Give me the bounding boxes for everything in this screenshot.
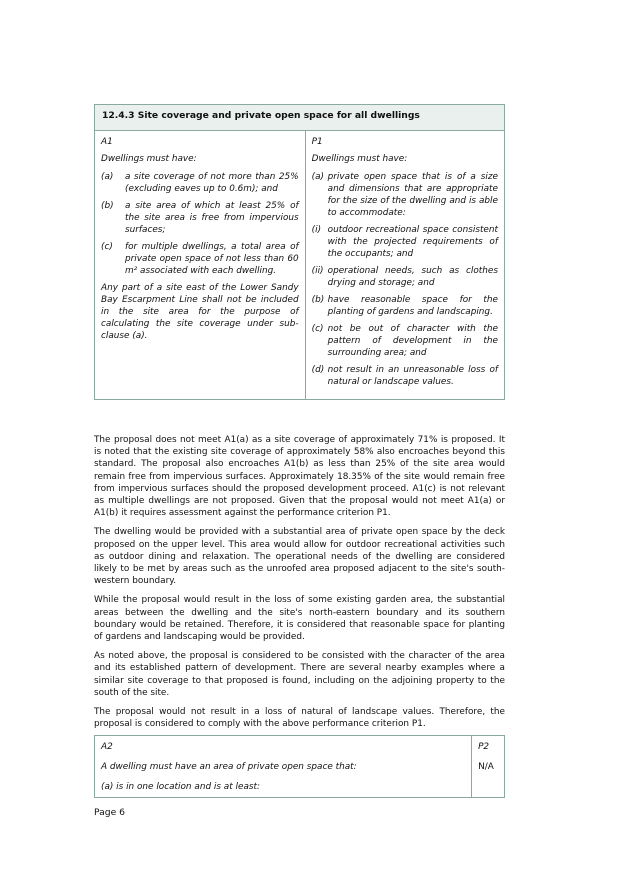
acceptable-intro: Dwellings must have:	[101, 154, 197, 164]
a2-item-a: (a) is in one location and is at least:	[101, 782, 261, 792]
standard-table-a2	[94, 735, 505, 798]
performance-label: P1	[311, 137, 323, 147]
performance-p2-cell	[472, 736, 505, 798]
table-heading: 12.4.3 Site coverage and private open space for all dwellings	[95, 105, 505, 131]
a2-label: A2	[101, 742, 113, 752]
paragraph: The proposal does not meet A1(a) as a site coverage of approximately 71% is proposed. It is noted that the existing site coverage of approximately 58% also encroaches beyond this standard. The proposal also encroaches A1(b) as less than 25% of the site area would remain free from impervious surfaces. Approximately 18.35% of the site would remain free from impervious surfaces should the proposed development proceed. A1(c) is not relevant as multiple dwellings are not proposed. Given that the proposal would not meet A1(a) or A1(b) it requires assessment against the performance criterion P1.	[94, 435, 505, 519]
standard-table-12-4-3	[94, 104, 505, 400]
acceptable-label: A1	[101, 137, 113, 147]
paragraph: As noted above, the proposal is considered to be consisted with the character of the area and its established pattern of development. There are several nearby examples where a similar site coverage to that proposed is found, including on the adjoining property to the south of the site.	[94, 651, 505, 698]
acceptable-item-a: (a) a site coverage of not more than 25% (excluding eaves up to 0.6m); and	[101, 172, 299, 194]
acceptable-note: Any part of a site east of the Lower Sandy Bay Escarpment Line shall not be included in the site area for the purpose of calculating the site coverage under sub-clause (a).	[101, 283, 299, 341]
assessment-text	[94, 434, 505, 737]
acceptable-solution-a2-cell	[95, 736, 472, 798]
acceptable-solution-cell	[95, 131, 306, 400]
acceptable-item-b: (b) a site area of which at least 25% of the site area is free from impervious surfaces;	[101, 201, 299, 235]
p2-label: P2	[478, 742, 490, 752]
performance-item-ii: (ii) operational needs, such as clothes drying and storage; and	[311, 266, 498, 288]
performance-item-c: (c) not be out of character with the pattern of development in the surrounding area; and	[311, 324, 498, 358]
performance-criteria-cell	[305, 131, 504, 400]
performance-intro: Dwellings must have:	[311, 154, 408, 164]
page-number: Page 6	[94, 807, 126, 818]
performance-item-a: (a) private open space that is of a size and dimensions that are appropriate for the size of the dwelling and is able to accommodate:	[311, 172, 498, 218]
a2-intro: A dwelling must have an area of private open space that:	[101, 762, 357, 772]
paragraph: The dwelling would be provided with a substantial area of private open space by the deck proposed on the upper level. This area would allow for outdoor recreational activities such as outdoor dining and relaxation. The operational needs of the dwelling are considered likely to be met by areas such as the unroofed area proposed adjacent to the site's south-western boundary.	[94, 527, 505, 587]
performance-item-i: (i) outdoor recreational space consistent with the projected requirements of the occupants; and	[311, 225, 498, 259]
performance-item-d: (d) not result in an unreasonable loss of natural or landscape values.	[311, 365, 498, 387]
p2-value: N/A	[478, 762, 494, 772]
paragraph: While the proposal would result in the loss of some existing garden area, the substantial areas between the dwelling and the site's north-eastern boundary and its southern boundary would be retained. Therefore, it is considered that reasonable space for planting of gardens and landscaping would be provided.	[94, 595, 505, 643]
acceptable-item-c: (c) for multiple dwellings, a total area of private open space of not less than 60 m² associated with each dwelling.	[101, 242, 299, 276]
performance-item-b: (b) have reasonable space for the planting of gardens and landscaping.	[311, 295, 498, 317]
paragraph: The proposal would not result in a loss of natural of landscape values. Therefore, the proposal is considered to comply with the above performance criterion P1.	[94, 707, 505, 730]
